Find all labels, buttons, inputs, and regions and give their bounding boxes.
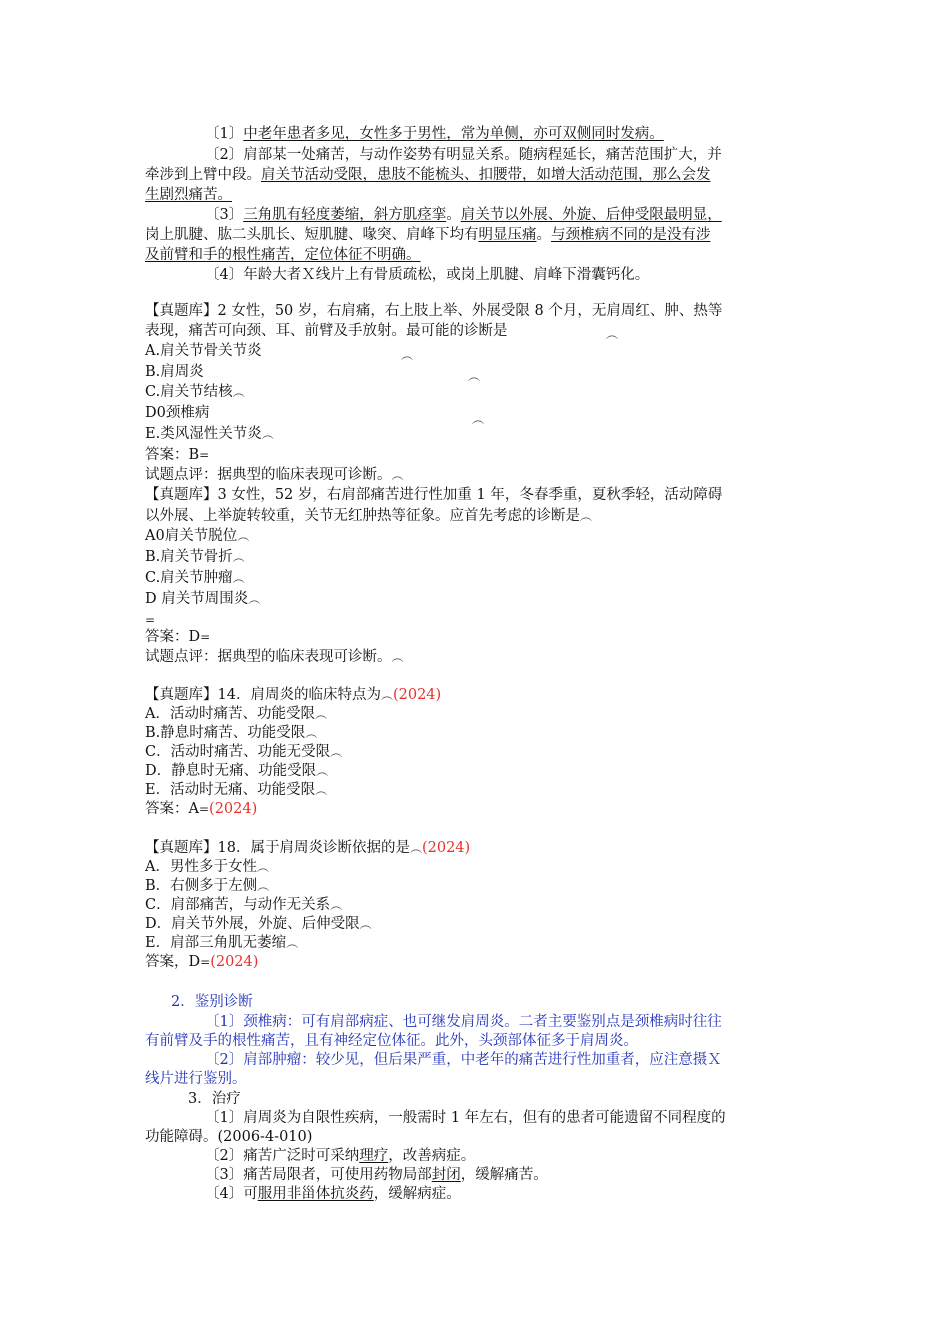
q18-answer [145,953,258,972]
feature-3-line-a [205,206,722,225]
q14-stem [145,686,441,705]
treat-4 [205,1185,461,1204]
feature-3-line-c: 及前臂和手的根性痛苦，定位体征不明确。 [145,247,421,263]
q3-comment [145,648,404,667]
treat-4-post: ，缓解病症。 [373,1186,461,1202]
treat-3-post: ，缓解痛苦。 [460,1167,548,1183]
q3-option-a-text: A0肩关节脱位 [145,528,238,544]
q14-option-a [145,705,327,724]
q3-option-b [145,548,245,567]
treat-3-pre: 〔3〕痛苦局限者，可使用药物局部 [205,1167,432,1183]
q18-stem-text: 【真题库】18．属于肩周炎诊断依据的是 [145,840,410,856]
blank-mark: ︵ [380,688,393,702]
blank-mark: ︵ [580,509,593,523]
q2-answer-text: 答案：B [145,447,200,463]
q18-option-b [145,877,269,896]
q3-stem-b-text: 以外展、上举旋转较重，关节无红肿热等征象。应首先考虑的诊断是 [145,508,580,524]
q14-option-e [145,781,327,800]
blank-mark: ︵ [257,879,270,893]
feature-3-ul3: 明显压痛 [478,227,537,243]
blank-mark: ︵ [468,369,481,383]
diff-2-line-b: 线片进行鉴别。 [145,1071,247,1087]
q18-stem [145,839,470,858]
q18-option-a-text: A．男性多于女性 [145,859,257,875]
q2-stem-b [145,322,508,341]
q2-option-e [145,425,274,444]
q14-stem-text: 【真题库】14．肩周炎的临床特点为 [145,687,381,703]
feature-2-line-b [145,166,711,185]
q3-stem-b [145,507,592,526]
q3-option-c [145,569,245,588]
feature-3-sep2: 。 [536,227,551,243]
eq-mark: = [199,448,210,462]
q18-option-c [145,896,342,915]
q14-option-e-text: E．活动时无痛、功能受限 [145,782,316,798]
feature-3-ul4: 与颈椎病不同的是没有涉 [551,227,711,243]
blank-mark: ︵ [409,841,422,855]
blank-mark: ︵ [261,427,274,441]
dash-mark: = [145,613,156,627]
q2-option-d: D0颈椎病 [145,405,210,421]
q2-comment [145,466,404,485]
q14-answer [145,800,257,819]
treat-heading: 3．治疗 [188,1091,241,1107]
blank-mark: ︵ [232,550,245,564]
q18-answer-year: (2024) [210,954,259,970]
q18-option-e-text: E．肩部三角肌无萎缩 [145,935,287,951]
blank-mark: ︵ [330,898,343,912]
q3-comment-text: 试题点评：据典型的临床表现可诊断。 [145,649,392,665]
blank-mark: ︵ [237,529,250,543]
q14-option-d-text: D．静息时无痛、功能受限 [145,763,317,779]
q2-option-c [145,383,245,402]
eq-mark: = [198,802,210,816]
feature-4: 〔4〕年龄大者Ｘ线片上有骨质疏松，或岗上肌腱、肩峰下滑囊钙化。 [205,267,650,283]
q3-answer-text: 答案：D [145,629,201,645]
q14-year: (2024) [392,687,442,703]
q18-year: (2024) [421,840,471,856]
q14-option-c-text: C．活动时痛苦、功能无受限 [145,744,331,760]
feature-3-plain: 岗上肌腱、肱二头肌长、短肌腱、喙突、肩峰下均有 [145,227,479,243]
q14-option-b [145,724,317,743]
treat-2-pre: 〔2〕痛苦广泛时可采纳 [205,1148,360,1164]
treat-3-underlined: 封闭 [431,1167,461,1183]
blank-mark: ︵ [391,468,404,482]
q2-option-a: A.肩关节骨关节炎 [145,343,262,359]
q3-answer [145,628,210,647]
blank-mark: ︵ [248,592,261,606]
blank-mark: ︵ [232,571,245,585]
treat-2-post: ，改善病症。 [388,1148,476,1164]
q18-option-d [145,915,372,934]
blank-mark: ︵ [232,385,245,399]
diff-heading: 2．鉴别诊断 [171,994,253,1010]
blank-mark: ︵ [256,860,269,874]
q3-option-a [145,527,249,546]
q2-option-e-text: E.类风湿性关节炎 [145,426,262,442]
blank-mark: ︵ [314,707,327,721]
eq-mark: = [200,955,211,969]
eq-mark: = [200,630,211,644]
q14-option-b-text: B.静息时痛苦、功能受限 [145,725,306,741]
feature-3-prefix: 〔3〕 [205,207,244,223]
blank-mark: ︵ [305,726,318,740]
blank-mark: ︵ [606,327,619,341]
treat-4-underlined: 服用非甾体抗炎药 [257,1186,374,1202]
feature-2-line-a: 〔2〕肩部某一处痛苦，与动作姿势有明显关系。随病程延长，痛苦范围扩大，并 [205,147,722,163]
feature-3-ul2: 肩关节以外展、外旋、后伸受限最明显， [460,207,722,223]
blank-mark: ︵ [359,917,372,931]
q14-answer-year: (2024) [209,801,258,817]
blank-mark: ︵ [391,650,404,664]
treat-2-underlined: 理疗 [359,1148,389,1164]
q2-stem-a: 【真题库】2 女性，50 岁，右肩痛，右上肢上举、外展受限 8 个月，无肩周红、肿、热等 [145,303,723,319]
blank-mark: ︵ [401,348,414,362]
blank-mark: ︵ [330,745,343,759]
treat-2 [205,1147,475,1166]
q14-option-a-text: A．活动时痛苦、功能受限 [145,706,315,722]
diff-1-line-b: 有前臂及手的根性痛苦，且有神经定位体征。此外，头颈部体征多于肩周炎。 [145,1033,638,1049]
q18-option-c-text: C．肩部痛苦，与动作无关系 [145,897,331,913]
treat-1-line-a: 〔1〕肩周炎为自限性疾病，一般需时 1 年左右，但有的患者可能遗留不同程度的 [205,1110,726,1126]
blank-mark: ︵ [472,412,485,426]
q14-option-d [145,762,328,781]
q2-answer [145,446,209,465]
q3-option-d-text: D 肩关节周围炎 [145,591,249,607]
q18-option-e [145,934,298,953]
feature-2-underlined: 肩关节活动受限，患肢不能梳头、扣腰带，如增大活动范围，那么会发 [261,167,711,183]
q18-option-d-text: D．肩关节外展，外旋、后伸受限 [145,916,360,932]
q3-option-b-text: B.肩关节骨折 [145,549,233,565]
feature-3-ul1: 三角肌有轻度萎缩，斜方肌痉挛 [243,207,447,223]
feature-1 [205,125,664,144]
q3-option-c-text: C.肩关节肿瘤 [145,570,233,586]
feature-3-sep1: 。 [446,207,461,223]
feature-3-line-b [145,226,711,245]
diff-2-line-a: 〔2〕肩部肿瘤：较少见，但后果严重，中老年的痛苦进行性加重者，应注意摄Ｘ [205,1052,722,1068]
treat-1-line-b: 功能障碍。(2006-4-010) [145,1129,313,1145]
q2-option-b: B.肩周炎 [145,364,204,380]
q18-option-b-text: B．右侧多于左侧 [145,878,258,894]
treat-4-pre: 〔4〕可 [205,1186,258,1202]
blank-mark: ︵ [316,764,329,778]
q3-stem-a: 【真题库】3 女性，52 岁，右肩部痛苦进行性加重 1 年，冬春季重，夏秋季轻，活动障碍 [145,487,723,503]
q14-option-c [145,743,342,762]
feature-2-line-c: 生剧烈痛苦。 [145,187,232,203]
q14-answer-text: 答案：A [145,801,199,817]
feature-2-plain: 牵涉到上臂中段。 [145,167,261,183]
q2-stem-b-text: 表现，痛苦可向颈、耳、前臂及手放射。最可能的诊断是 [145,323,508,339]
q18-answer-text: 答案，D [145,954,201,970]
q2-option-c-text: C.肩关节结核 [145,384,233,400]
feature-1-text: 中老年患者多见，女性多于男性，常为单侧，亦可双侧同时发病。 [243,126,664,142]
q3-option-d [145,590,260,609]
blank-mark: ︵ [286,936,299,950]
blank-mark: ︵ [315,783,328,797]
q2-comment-text: 试题点评：据典型的临床表现可诊断。 [145,467,392,483]
treat-3 [205,1166,548,1185]
feature-1-prefix: 〔1〕 [205,126,244,142]
q18-option-a [145,858,269,877]
diff-1-line-a: 〔1〕颈椎病：可有肩部病症、也可继发肩周炎。二者主要鉴别点是颈椎病时往往 [205,1014,722,1030]
